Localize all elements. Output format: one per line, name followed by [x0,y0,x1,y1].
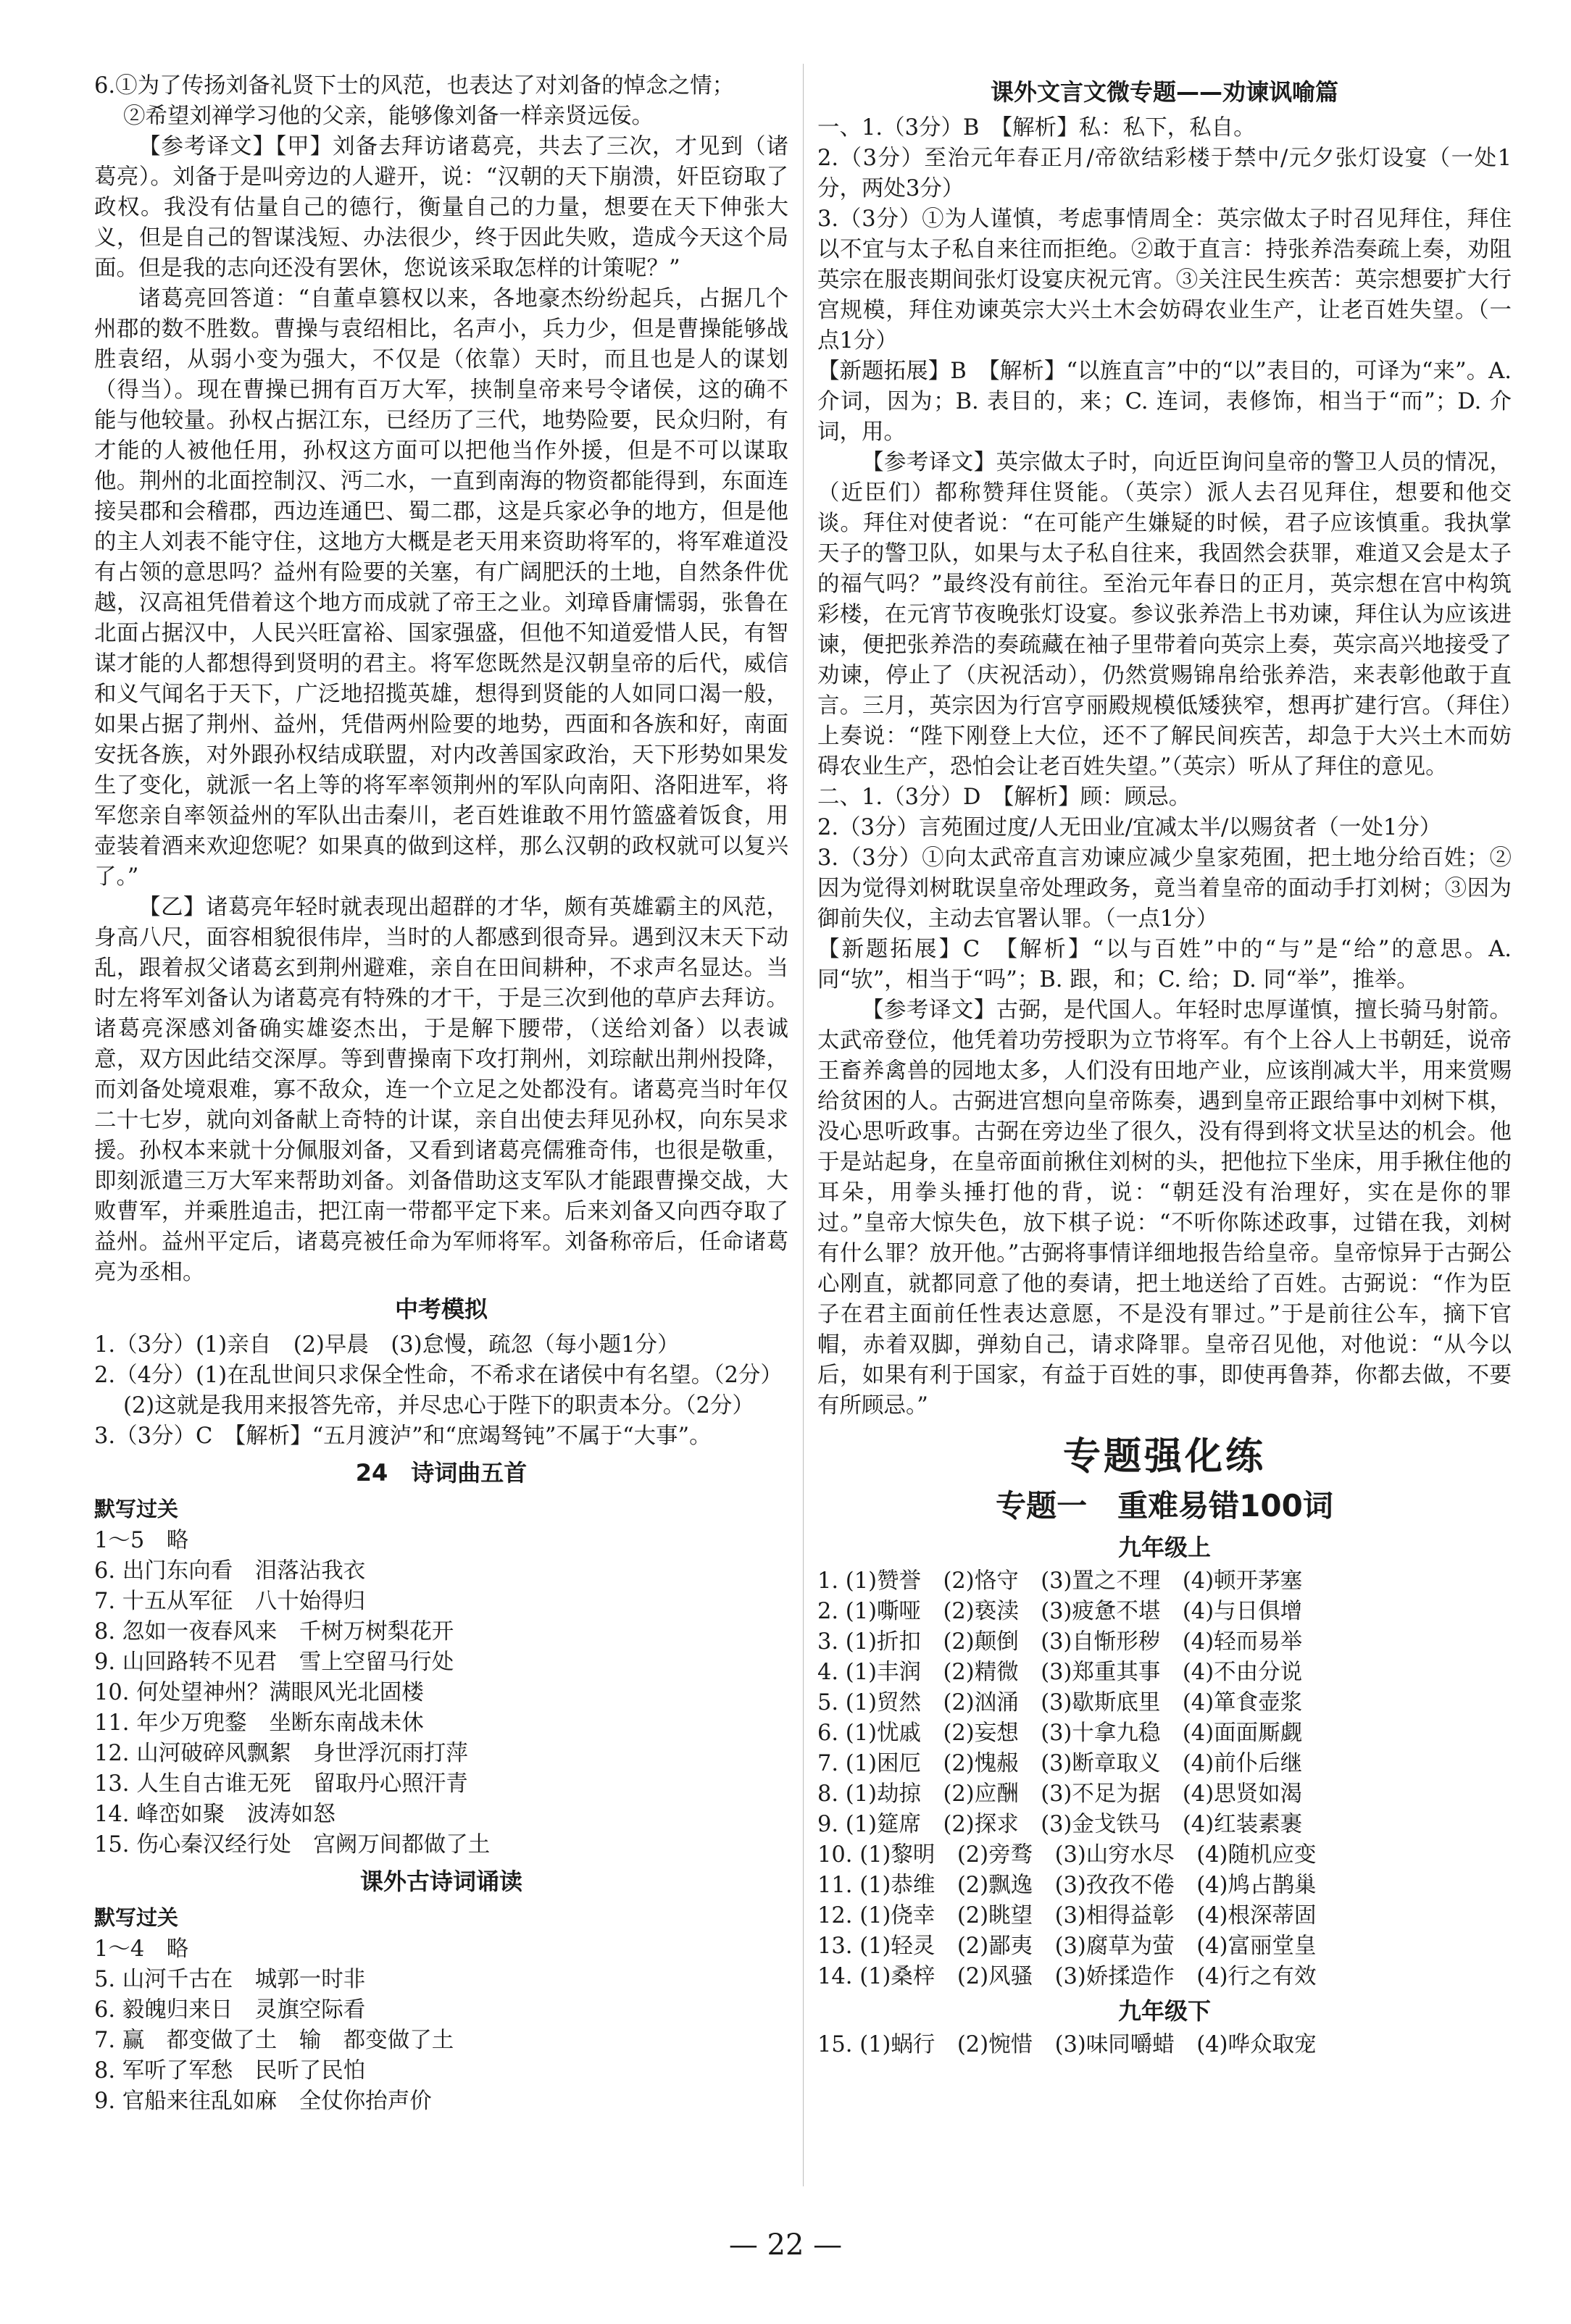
dictation-item: 6. 毅魄归来日 灵旗空际看 [94,1997,366,2023]
word-item: 11. (1)恭维 (2)飘逸 (3)孜孜不倦 (4)鸠占鹊巢 [817,1873,1317,1898]
heading-lesson-24: 24 诗词曲五首 [355,1459,528,1487]
mock-answer-2b: (2)这就是我用来报答先帝，并尽忠心于陛下的职责本分。（2分） [123,1393,754,1418]
column-divider [803,64,804,2186]
dictation-item: 10. 何处望神州？满眼风光北固楼 [94,1680,424,1705]
answer-item: 【新题拓展】B 【解析】“以旌直言”中的“以”表目的，可译为“来”。A. 介词，因为；B. 表目的，来；C. 连词，表修饰，相当于“而”；D. 介词，用。 [817,359,1512,445]
answer-6-line-1: 6.①为了传扬刘备礼贤下士的风范，也表达了对刘备的悼念之情； [94,73,735,99]
answer-item: 【新题拓展】C 【解析】“以与百姓”中的“与”是“给”的意思。A. 同“欤”，相当于“吗”；B. 跟，和；C. 给；D. 同“举”，推举。 [817,937,1512,992]
dictation-item: 15. 伤心秦汉经行处 宫阙万间都做了土 [94,1832,491,1857]
dictation-item: 13. 人生自古谁无死 留取丹心照汗青 [94,1771,468,1797]
mock-answer-2a: 2.（4分）(1)在乱世间只求保全性命，不希求在诸侯中有名望。（2分） [94,1363,783,1388]
heading-dictation-2: 默写过关 [94,1905,179,1930]
left-column [94,71,788,2117]
dictation-item: 11. 年少万兜鍪 坐断东南战未休 [94,1710,424,1736]
translation-gubi: 【参考译文】古弼，是代国人。年轻时忠厚谨慎，擅长骑马射箭。太武帝登位，他凭着功劳授职为立节将军。有个上谷人上书朝廷，说帝王畜养禽兽的园地太多，人们没有田地产业，应该削减大半，用来赏赐给贫困的人。古弼进宫想向皇帝陈奏，遇到皇帝正跟给事中刘树下棋，没心思听政事。古弼在旁边坐了很久，没有得到将文状呈达的机会。他于是站起身，在皇帝面前揪住刘树的头，把他拉下坐床，用手揪住他的耳朵，用拳头捶打他的背，说：“朝廷没有治理好，实在是你的罪过。”皇帝大惊失色，放下棋子说：“不听你陈述政事，过错在我，刘树有什么罪？放开他。”古弼将事情详细地报告给皇帝。皇帝惊异于古弼公心刚直，就都同意了他的奏请，把土地送给了百姓。古弼说：“作为臣子在君主面前任性表达意愿，不是没有罪过。”于是前往公车，摘下官帽，赤着双脚，弹劾自己，请求降罪。皇帝召见他，对他说：“从今以后，如果有利于国家，有益于百姓的事，即使再鲁莽，你都去做，不要有所顾忌。” [817,998,1512,1418]
word-item: 6. (1)忧戚 (2)妄想 (3)十拿九稳 (4)面面厮觑 [817,1721,1303,1746]
mock-answer-3: 3.（3分）C 【解析】“五月渡泸”和“庶竭驽钝”不属于“大事”。 [94,1424,712,1449]
page-number: — 22 — [728,2228,843,2262]
word-item: 2. (1)嘶哑 (2)亵渎 (3)疲惫不堪 (4)与日俱增 [817,1599,1303,1624]
dictation-item: 9. 官船来往乱如麻 全仗你抬声价 [94,2089,432,2114]
right-column [817,71,1512,2060]
grade-heading-upper: 九年级上 [1117,1534,1211,1561]
answer-item: 一、1.（3分）B 【解析】私：私下，私自。 [817,115,1256,141]
dictation-item: 1～5 略 [94,1528,189,1553]
translation-jia: 【参考译文】【甲】刘备去拜访诸葛亮，共去了三次，才见到（诸葛亮）。刘备于是叫旁边的人避开，说：“汉朝的天下崩溃，奸臣窃取了政权。我没有估量自己的德行，衡量自己的力量，想要在天下伸张大义，但是自己的智谋浅短、办法很少，终于因此失败，造成今天这个局面。但是我的志向还没有罢休，您说该采取怎样的计策呢？” [94,134,788,281]
word-item: 8. (1)劫掠 (2)应酬 (3)不足为据 (4)思贤如渴 [817,1781,1303,1807]
heading-mock-exam: 中考模拟 [394,1295,488,1323]
heading-extra-poems: 课外古诗词诵读 [359,1868,522,1895]
section-subtitle: 专题一 重难易错100词 [996,1488,1333,1523]
heading-classical-topic: 课外文言文微专题——劝谏讽喻篇 [990,78,1338,106]
grade-heading-lower: 九年级下 [1117,1997,1211,2025]
word-item: 10. (1)黎明 (2)旁骛 (3)山穷水尽 (4)随机应变 [817,1842,1317,1868]
word-item: 4. (1)丰润 (2)精微 (3)郑重其事 (4)不由分说 [817,1660,1303,1685]
word-item: 15. (1)蜗行 (2)惋惜 (3)味同嚼蜡 (4)哗众取宠 [817,2032,1317,2057]
dictation-item: 8. 军听了军愁 民听了民怕 [94,2058,366,2083]
answer-6-line-2: ②希望刘禅学习他的父亲，能够像刘备一样亲贤远佞。 [123,104,654,129]
word-item: 5. (1)贸然 (2)汹涌 (3)歇斯底里 (4)箪食壶浆 [817,1690,1303,1715]
answer-item: 2.（3分）至治元年春正月/帝欲结彩楼于禁中/元夕张灯设宴（一处1分，两处3分） [817,146,1512,201]
dictation-item: 14. 峰峦如聚 波涛如怒 [94,1802,336,1827]
translation-baizhu: 【参考译文】英宗做太子时，向近臣询问皇帝的警卫人员的情况，（近臣们）都称赞拜住贤能。（英宗）派人去召见拜住，想要和他交谈。拜住对使者说：“在可能产生嫌疑的时候，君子应该慎重。我执掌天子的警卫队，如果与太子私自往来，我固然会获罪，难道又会是太子的福气吗？”最终没有前往。至治元年春日的正月，英宗想在宫中构筑彩楼，在元宵节夜晚张灯设宴。参议张养浩上书劝谏，拜住认为应该进谏，便把张养浩的奏疏藏在袖子里带着向英宗上奏，英宗高兴地接受了劝谏，停止了（庆祝活动），仍然赏赐锦帛给张养浩，来表彰他敢于直言。三月，英宗因为行宫亨丽殿规模低矮狭窄，想再扩建行宫。（拜住）上奏说：“陛下刚登上大位，还不了解民间疾苦，却急于大兴土木而妨碍农业生产，恐怕会让老百姓失望。”（英宗）听从了拜住的意见。 [817,450,1512,779]
dictation-item: 1～4 略 [94,1936,189,1962]
answer-item: 2.（3分）言苑囿过度/人无田业/宜减太半/以赐贫者（一处1分） [817,815,1442,840]
section-title: 专题强化练 [1062,1435,1266,1479]
word-item: 9. (1)筵席 (2)探求 (3)金戈铁马 (4)红装素裹 [817,1812,1303,1837]
dictation-item: 7. 十五从军征 八十始得归 [94,1589,366,1614]
dictation-item: 12. 山河破碎风飘絮 身世浮沉雨打萍 [94,1741,468,1766]
dictation-item: 9. 山回路转不见君 雪上空留马行处 [94,1650,454,1675]
answer-item: 二、1.（3分）D 【解析】顾：顾忌。 [817,785,1191,810]
mock-answer-1: 1.（3分）(1)亲自 (2)早晨 (3)怠慢，疏忽（每小题1分） [94,1332,680,1358]
word-item: 3. (1)折扣 (2)颠倒 (3)自惭形秽 (4)轻而易举 [817,1629,1303,1655]
dictation-item: 6. 出门东向看 泪落沾我衣 [94,1558,366,1584]
dictation-item: 7. 赢 都变做了土 输 都变做了土 [94,2028,454,2053]
dictation-item: 5. 山河千古在 城郭一时非 [94,1967,366,1992]
heading-dictation-1: 默写过关 [94,1497,179,1521]
word-item: 7. (1)困厄 (2)愧赧 (3)断章取义 (4)前仆后继 [817,1751,1303,1776]
dictation-item: 8. 忽如一夜春风来 千树万树梨花开 [94,1619,454,1644]
word-item: 13. (1)轻灵 (2)鄙夷 (3)腐草为萤 (4)富丽堂皇 [817,1934,1317,1959]
translation-reply: 诸葛亮回答道：“自董卓篡权以来，各地豪杰纷纷起兵，占据几个州郡的数不胜数。曹操与袁绍相比，名声小，兵力少，但是曹操能够战胜袁绍，从弱小变为强大，不仅是（依靠）天时，而且也是人的谋划（得当）。现在曹操已拥有百万大军，挟制皇帝来号令诸侯，这的确不能与他较量。孙权占据江东，已经历了三代，地势险要，民众归附，有才能的人被他任用，孙权这方面可以把他当作外援，但是不可以谋取他。荆州的北面控制汉、沔二水，一直到南海的物资都能得到，东面连接吴郡和会稽郡，西边连通巴、蜀二郡，这是兵家必争的地方，但是他的主人刘表不能守住，这地方大概是老天用来资助将军的，将军难道没有占领的意思吗？益州有险要的关塞，有广阔肥沃的土地，自然条件优越，汉高祖凭借着这个地方而成就了帝王之业。刘璋昏庸懦弱，张鲁在北面占据汉中，人民兴旺富裕、国家强盛，但他不知道爱惜人民，有智谋才能的人都想得到贤明的君主。将军您既然是汉朝皇帝的后代，威信和义气闻名于天下，广泛地招揽英雄，想得到贤能的人如同口渴一般，如果占据了荆州、益州，凭借两州险要的地势，西面和各族和好，南面安抚各族，对外跟孙权结成联盟，对内改善国家政治，天下形势如果发生了变化，就派一名上等的将军率领荆州的军队向南阳、洛阳进军，将军您亲自率领益州的军队出击秦川，老百姓谁敢不用竹篮盛着饭食，用壶装着酒来欢迎您呢？如果真的做到这样，那么汉朝的政权就可以复兴了。” [94,286,788,890]
word-item: 1. (1)赞誉 (2)恪守 (3)置之不理 (4)顿开茅塞 [817,1568,1303,1594]
word-item: 12. (1)侥幸 (2)眺望 (3)相得益彰 (4)根深蒂固 [817,1903,1317,1928]
answer-item: 3.（3分）①为人谨慎，考虑事情周全：英宗做太子时召见拜住，拜住以不宜与太子私自来往而拒绝。②敢于直言：持张养浩奏疏上奏，劝阻英宗在服丧期间张灯设宴庆祝元宵。③关注民生疾苦：英宗想要扩大行宫规模，拜住劝谏英宗大兴土木会妨碍农业生产，让老百姓失望。（一点1分） [817,206,1512,354]
answer-item: 3.（3分）①向太武帝直言劝谏应减少皇家苑囿，把土地分给百姓；②因为觉得刘树耽误皇帝处理政务，竟当着皇帝的面动手打刘树；③因为御前失仪，主动去官署认罪。（一点1分） [817,845,1512,932]
translation-yi: 【乙】诸葛亮年轻时就表现出超群的才华，颇有英雄霸主的风范，身高八尺，面容相貌很伟岸，当时的人都感到很奇异。遇到汉末天下动乱，跟着叔父诸葛玄到荆州避难，亲自在田间耕种，不求声名显达。当时左将军刘备认为诸葛亮有特殊的才干，于是三次到他的草庐去拜访。诸葛亮深感刘备确实雄姿杰出，于是解下腰带，（送给刘备）以表诚意，双方因此结交深厚。等到曹操南下攻打荆州，刘琮献出荆州投降，而刘备处境艰难，寡不敌众，连一个立足之处都没有。诸葛亮当时年仅二十七岁，就向刘备献上奇特的计谋，亲自出使去拜见孙权，向东吴求援。孙权本来就十分佩服刘备，又看到诸葛亮儒雅奇伟，也很是敬重，即刻派遣三万大军来帮助刘备。刘备借助这支军队才能跟曹操交战，大败曹军，并乘胜追击，把江南一带都平定下来。后来刘备又向西夺取了益州。益州平定后，诸葛亮被任命为军师将军。刘备称帝后，任命诸葛亮为丞相。 [94,895,788,1285]
word-item: 14. (1)桑梓 (2)风骚 (3)娇揉造作 (4)行之有效 [817,1964,1317,1989]
